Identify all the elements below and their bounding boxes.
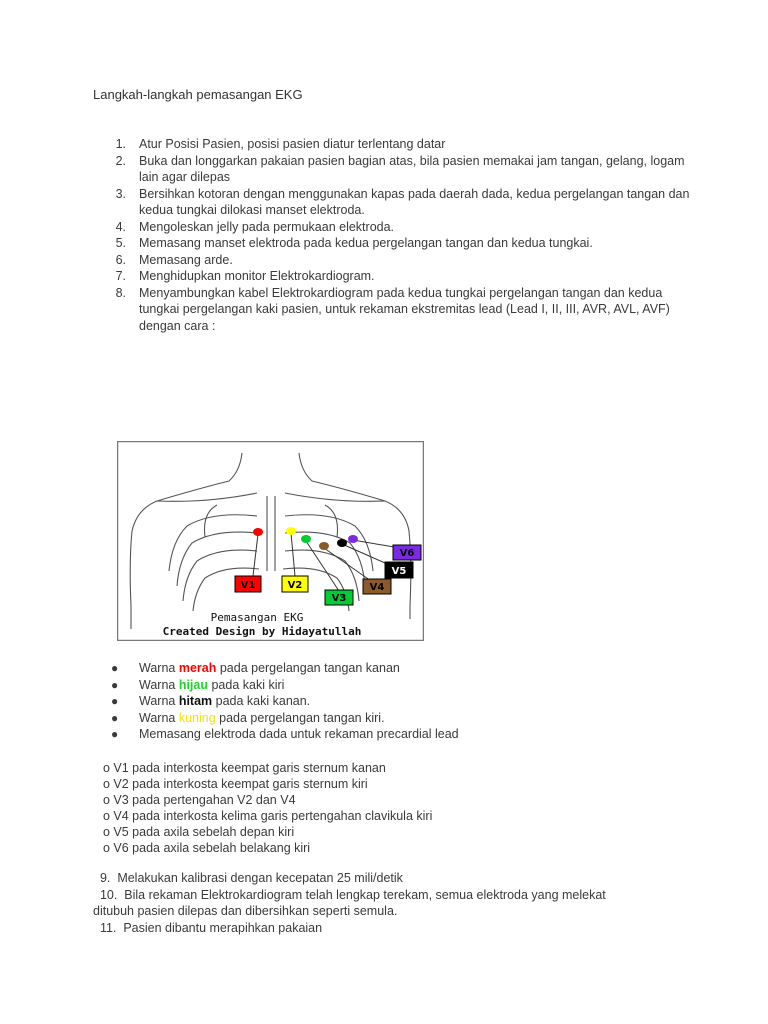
sub-list-item: o V4 pada interkosta kelima garis pertengahan clavikula kiri [103,809,433,823]
list-item [93,252,693,269]
list-item [93,677,653,694]
figure-caption-title: Pemasangan EKG [210,611,304,624]
list-item [93,219,693,236]
step-text: Memasang manset elektroda pada kedua pergelangan tangan dan kedua tungkai. [139,236,593,250]
step-text: 11. Pasien dibantu merapihkan pakaian [93,920,323,935]
electrode-v6 [348,535,358,543]
highlight-yellow: kuning [178,710,216,725]
step-number: 7. [115,269,126,283]
bullet-text: Warna [139,677,179,692]
step-text: Memasang arde. [139,252,233,267]
sub-list-item: o V6 pada axila sebelah belakang kiri [103,841,311,855]
document-title: Langkah-langkah pemasangan EKG [93,87,303,102]
numbered-steps [93,136,693,334]
electrode-v1 [253,528,263,536]
step-text: Bersihkan kotoran dengan menggunakan kapas pada daerah dada, kedua pergelangan tangan dan kedua tungkai dilokasi manset elektroda. [139,186,690,217]
bullet-icon: ● [111,727,119,741]
label-v1: V1 [240,580,256,591]
step-text: Menyambungkan kabel Elektrokardiogram pada kedua tungkai pergelangan tangan dan kedua tungkai pergelangan kaki pasien, untuk rekaman ekstremitas lead (Lead I, II, III, AVR, AVL, AVF) dengan cara : [139,285,670,333]
step-text: 9. Melakukan kalibrasi dengan kecepatan 25 mili/detik [93,871,403,885]
list-item [93,660,653,677]
step-text: ditubuh pasien dilepas dan dibersihkan seperti semula. [93,904,398,918]
list-item [93,726,653,743]
bullet-icon: ● [111,710,119,725]
step-number: 2. [115,153,126,168]
bulleted-list [93,660,653,743]
step-number: 3. [115,186,126,201]
bullet-text: pada pergelangan tangan kiri. [215,710,385,725]
label-v2: V2 [287,580,303,591]
closing-steps [93,870,683,936]
step-number: 1. [115,137,126,151]
sub-list-item: o V1 pada interkosta keempat garis sternum kanan [103,761,386,775]
list-item [93,136,693,153]
label-v6: V6 [399,548,415,559]
step-number: 5. [115,236,126,250]
bullet-text: pada kaki kiri [208,677,285,692]
list-item [93,235,693,252]
step-text: Atur Posisi Pasien, posisi pasien diatur terlentang datar [139,137,446,151]
step-text: 10. Bila rekaman Elektrokardiogram telah lengkap terekam, semua elektroda yang melekat [93,887,606,902]
sub-list-item: o V5 pada axila sebelah depan kiri [103,825,295,839]
step-text: Menghidupkan monitor Elektrokardiogram. [139,269,375,283]
step-number: 6. [115,252,126,267]
bullet-icon: ● [111,661,119,675]
electrode-v3 [301,535,311,543]
electrode-v5 [337,539,347,547]
label-v3: V3 [331,593,347,604]
list-item [93,710,653,727]
electrode-v2 [286,527,296,535]
ekg-electrode-figure [117,441,424,641]
list-item [93,268,693,285]
list-item [93,186,693,219]
bullet-text: Warna [139,661,179,675]
bullet-text: pada pergelangan tangan kanan [216,661,400,675]
bullet-text: pada kaki kanan. [212,694,311,708]
list-item [93,285,693,335]
step-text: Mengoleskan jelly pada permukaan elektroda. [139,219,395,234]
list-item [93,153,693,186]
bullet-icon: ● [111,677,119,692]
precordial-lead-list [103,760,623,856]
sub-list-item: o V3 pada pertengahan V2 dan V4 [103,793,296,807]
step-number: 4. [115,219,126,234]
list-item [93,693,653,710]
highlight-green: hijau [178,677,208,692]
sub-list-item: o V2 pada interkosta keempat garis sternum kiri [103,777,368,791]
bullet-icon: ● [111,694,119,708]
bullet-text: Warna [139,710,179,725]
step-text: Buka dan longgarkan pakaian pasien bagian atas, bila pasien memakai jam tangan, gelang, logam lain agar dilepas [139,153,685,184]
bullet-text: Warna [139,694,179,708]
bullet-text: Memasang elektroda dada untuk rekaman precardial lead [139,727,459,741]
label-v4: V4 [369,582,385,593]
electrode-v4 [319,542,329,550]
label-v5: V5 [391,566,407,577]
highlight-red: merah [178,661,217,675]
step-number: 8. [115,285,126,300]
highlight-black: hitam [178,694,213,708]
figure-caption-credit: Created Design by Hidayatullah [162,625,362,638]
